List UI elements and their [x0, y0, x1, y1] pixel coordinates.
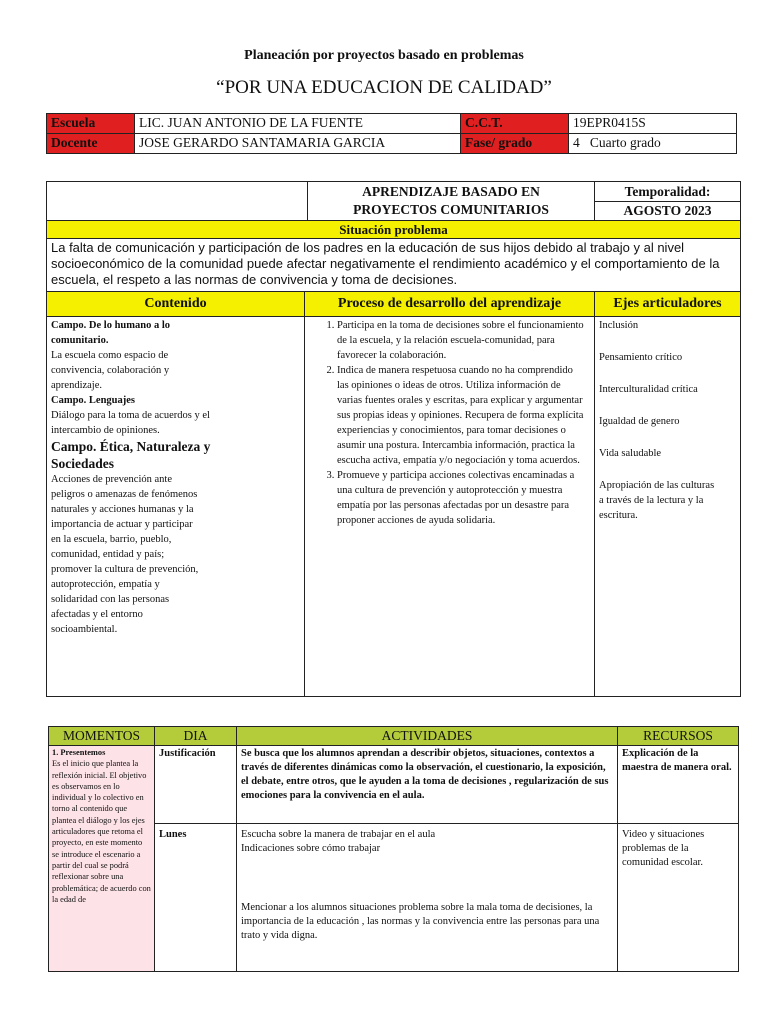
col-momentos: MOMENTOS: [49, 727, 155, 746]
col-dia: DIA: [155, 727, 237, 746]
campo2-title: Campo. Lenguajes: [51, 395, 136, 406]
situacion-label: Situación problema: [47, 221, 741, 239]
row1-actividad: Se busca que los alumnos aprendan a describir objetos, situaciones, contextos a través de diferentes dinámicas como la observación, el cuestionario, la exposición, el debate, entre otros, que le ayuden a la toma de decisiones , regularización de sus emociones para la convivencia en el aula.: [237, 746, 618, 824]
temporalidad-cell: [595, 182, 741, 221]
project-heading-empty: [47, 182, 308, 220]
row2-actividad: [237, 824, 618, 972]
campo1-text: La escuela como espacio de convivencia, colaboración y aprendizaje.: [51, 350, 170, 391]
col-contenido: Contenido: [47, 292, 305, 317]
activities-table: [48, 726, 739, 972]
row2-act-line1: Escucha sobre la manera de trabajar en el aula: [241, 829, 436, 840]
eje-item: Vida saludable: [599, 448, 662, 459]
campo2-text: Diálogo para la toma de acuerdos y el intercambio de opiniones.: [51, 410, 210, 436]
docente-value: JOSE GERARDO SANTAMARIA GARCIA: [135, 134, 461, 154]
row2-dia: Lunes: [155, 824, 237, 972]
page-title: “POR UNA EDUCACION DE CALIDAD”: [216, 77, 552, 98]
eje-item: Apropiación de las culturas a través de la lectura y la escritura.: [599, 480, 715, 521]
escuela-label: Escuela: [47, 114, 135, 134]
situacion-text: La falta de comunicación y participación de los padres en la educación de sus hijos debido al trabajo y al nivel socioeconómico de la comunidad puede afectar negativamente el rendimiento académico y el comportamiento de la escuela, el respeto a las normas de convivencia y toma de decisiones.: [47, 239, 741, 292]
proceso-list: [309, 318, 586, 528]
eje-item: Inclusión: [599, 320, 639, 331]
row2-act-line2: Indicaciones sobre cómo trabajar: [241, 843, 381, 854]
ejes-cell: [595, 317, 741, 697]
col-actividades: ACTIVIDADES: [237, 727, 618, 746]
row2-recurso: Video y situaciones problemas de la comunidad escolar.: [618, 824, 739, 972]
proceso-item: 3. Promueve y participa acciones colectivas encaminadas a una cultura de prevención y autoprotección y muestra empatía por las personas afectadas por un desastre para proponer acciones de ayuda solidaria.: [337, 468, 586, 528]
row1-recurso: Explicación de la maestra de manera oral.: [618, 746, 739, 824]
eje-item: Pensamiento crítico: [599, 352, 683, 363]
cct-label: C.C.T.: [461, 114, 569, 134]
proceso-item: 1. Participa en la toma de decisiones sobre el funcionamiento de la escuela, y la relación escuela-comunidad, para favorecer la colaboración.: [337, 318, 586, 363]
escuela-value: LIC. JUAN ANTONIO DE LA FUENTE: [135, 114, 461, 134]
momento-text: Es el inicio que plantea la reflexión inicial. El objetivo es observamos en lo individual y lo colectivo en torno al contenido que plantea el diálogo y los ejes articuladores que retoma el proyecto, en este momento se introduce el escenario a partir del cual se podrá reflexionar sobre una problemática; de acuerdo con la edad de: [52, 759, 151, 904]
campo3-text: Acciones de prevención ante peligros o amenazas de fenómenos naturales y acciones humanas y la importancia de actuar y participar en la escuela, barrio, pueblo, comunidad, entidad y país; promover la cultura de prevención, autoprotección, empatía y solidaridad con las personas afectadas y el entorno socioambiental.: [51, 474, 199, 635]
fase-value: 4 Cuarto grado: [569, 134, 737, 154]
fase-label: Fase/ grado: [461, 134, 569, 154]
momento-cell: [49, 746, 155, 972]
temporalidad-label: Temporalidad:: [595, 182, 740, 202]
eje-item: Igualdad de genero: [599, 416, 680, 427]
temporalidad-value: AGOSTO 2023: [623, 203, 712, 218]
project-heading-cell: [47, 182, 595, 221]
row2-act-para: Mencionar a los alumnos situaciones problema sobre la mala toma de decisiones, la importancia de la educación , las normas y la convivencia entre las personas para una trato y vida digna.: [241, 902, 600, 941]
campo3-title: Campo. Ética, Naturaleza y Sociedades: [51, 439, 211, 471]
page-subtitle: Planeación por proyectos basado en problemas: [244, 48, 524, 63]
cct-value: 19EPR0415S: [569, 114, 737, 134]
contenido-cell: [47, 317, 305, 697]
col-recursos: RECURSOS: [618, 727, 739, 746]
docente-label: Docente: [47, 134, 135, 154]
school-info-table: [46, 113, 737, 154]
momento-title: 1. Presentemos: [52, 748, 106, 757]
campo1-title: Campo. De lo humano a lo comunitario.: [51, 320, 171, 346]
col-ejes: Ejes articuladores: [595, 292, 741, 317]
eje-item: Interculturalidad crítica: [599, 384, 698, 395]
project-table: [46, 181, 741, 697]
proceso-cell: [305, 317, 595, 697]
project-heading: APRENDIZAJE BASADO EN PROYECTOS COMUNITARIOS: [353, 184, 549, 217]
proceso-item: 2. Indica de manera respetuosa cuando no ha comprendido las opiniones o ideas de otros. Utiliza información de varias fuentes orales y escritas, para explicar y argumentar sus propias ideas y opiniones. Recupera de forma explícita experiencias y conocimientos, para tomar decisiones o asumir una postura. Intercambia información, practica la escucha activa, empatía y/o negociación y toma acuerdos.: [337, 363, 586, 468]
row1-dia: Justificación: [155, 746, 237, 824]
col-proceso: Proceso de desarrollo del aprendizaje: [305, 292, 595, 317]
